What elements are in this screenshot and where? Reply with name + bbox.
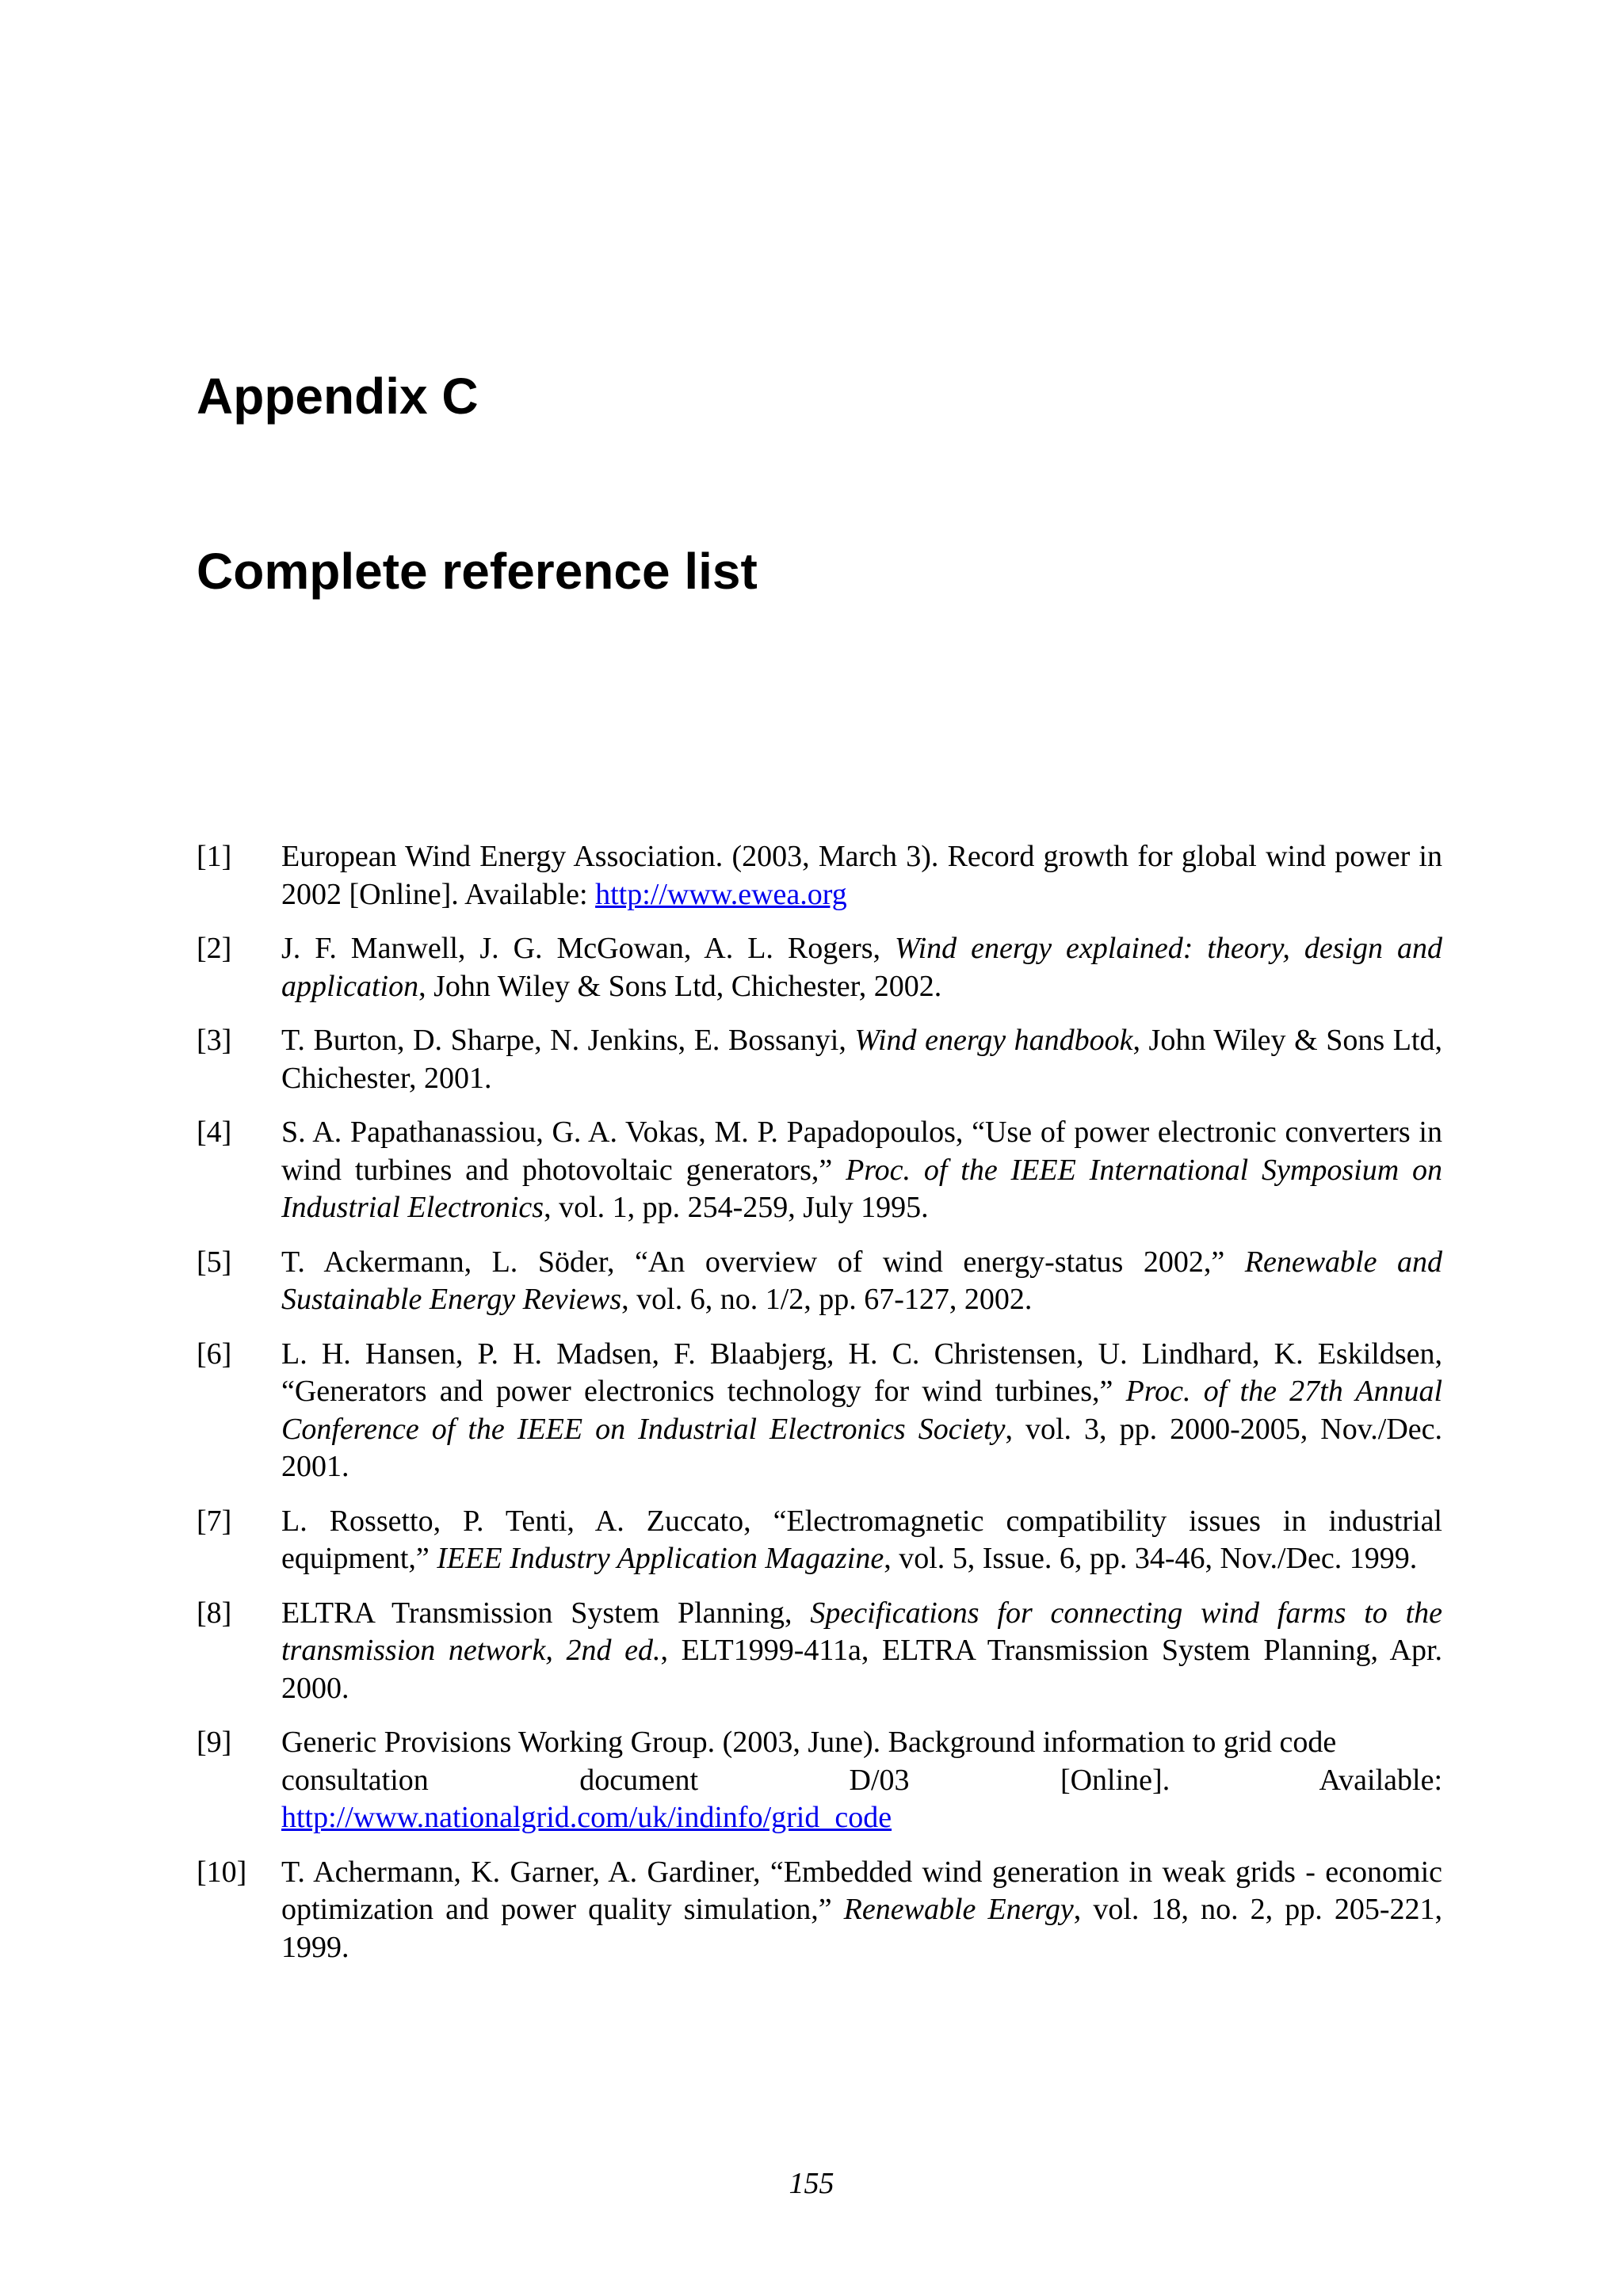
reference-source-title: Renewable and Sustainable Energy Reviews bbox=[281, 1245, 1442, 1316]
reference-text-segment: , vol. 1, pp. 254-259, July 1995. bbox=[544, 1191, 929, 1224]
reference-text-segment: , vol. 3, pp. 2000-2005, Nov./Dec. 2001. bbox=[281, 1412, 1442, 1483]
reference-text-segment: T. Burton, D. Sharpe, N. Jenkins, E. Bossanyi, bbox=[281, 1024, 855, 1057]
reference-text-segment: T. Ackermann, L. Söder, “An overview of wind energy-status 2002,” bbox=[281, 1245, 1245, 1279]
reference-source-title: Specifications for connecting wind farms to the transmission network, 2nd ed. bbox=[281, 1596, 1442, 1667]
reference-text-segment: , John Wiley & Sons Ltd, Chichester, 2001. bbox=[281, 1024, 1442, 1095]
reference-text-segment: L. H. Hansen, P. H. Madsen, F. Blaabjerg, H. C. Christensen, U. Lindhard, K. Eskildsen, “Generators and power electronics technology for wind turbines,” bbox=[281, 1337, 1442, 1408]
reference-list bbox=[197, 838, 1442, 1983]
reference-source-title: Proc. of the 27th Annual Conference of the IEEE on Industrial Electronics Society bbox=[281, 1375, 1443, 1446]
reference-text bbox=[281, 1724, 1442, 1837]
reference-text bbox=[281, 930, 1442, 1005]
reference-number: [6] bbox=[197, 1337, 232, 1371]
reference-number: [2] bbox=[197, 932, 232, 965]
reference-number: [9] bbox=[197, 1726, 232, 1759]
reference-number: [4] bbox=[197, 1116, 232, 1149]
reference-item bbox=[197, 1503, 1442, 1578]
reference-text bbox=[281, 1336, 1442, 1486]
reference-text-segment: ELTRA Transmission System Planning, bbox=[281, 1596, 811, 1630]
reference-source-title: Renewable Energy bbox=[843, 1893, 1074, 1926]
reference-text bbox=[281, 1244, 1442, 1319]
reference-item bbox=[197, 1114, 1442, 1227]
reference-text-segment: L. Rossetto, P. Tenti, A. Zuccato, “Electromagnetic compatibility issues in industrial equipment,” bbox=[281, 1504, 1442, 1575]
reference-item bbox=[197, 930, 1442, 1005]
reference-source-title: Wind energy explained: theory, design and application bbox=[281, 932, 1443, 1003]
reference-item bbox=[197, 1854, 1442, 1967]
reference-text bbox=[281, 1854, 1442, 1967]
reference-number: [5] bbox=[197, 1245, 232, 1279]
reference-text-segment: , vol. 6, no. 1/2, pp. 67-127, 2002. bbox=[621, 1283, 1033, 1316]
reference-text-segment: J. F. Manwell, J. G. McGowan, A. L. Rogers, bbox=[281, 932, 896, 965]
reference-number: [1] bbox=[197, 840, 232, 873]
reference-text bbox=[281, 1595, 1442, 1708]
reference-text-segment: Generic Provisions Working Group. (2003, June). Background information to grid code bbox=[281, 1726, 1337, 1759]
reference-text bbox=[281, 1022, 1442, 1097]
reference-text-segment: T. Achermann, K. Garner, A. Gardiner, “Embedded wind generation in weak grids - economic optimization and power quality simulation,” bbox=[281, 1855, 1442, 1926]
reference-text bbox=[281, 1503, 1442, 1578]
reference-number: [3] bbox=[197, 1024, 232, 1057]
page-number: 155 bbox=[789, 2167, 834, 2200]
reference-text bbox=[281, 838, 1442, 913]
reference-number: [10] bbox=[197, 1855, 247, 1889]
appendix-heading: Appendix C bbox=[197, 368, 479, 425]
reference-url-link[interactable]: http://www.nationalgrid.com/uk/indinfo/grid_code bbox=[281, 1801, 892, 1834]
reference-text bbox=[281, 1114, 1442, 1227]
reference-item bbox=[197, 1724, 1442, 1837]
reference-list-title: Complete reference list bbox=[197, 543, 758, 600]
reference-url-link[interactable]: http://www.ewea.org bbox=[595, 877, 847, 911]
reference-text-segment: , John Wiley & Sons Ltd, Chichester, 2002. bbox=[418, 969, 942, 1003]
reference-source-title: IEEE Industry Application Magazine bbox=[437, 1542, 884, 1575]
reference-text-segment: European Wind Energy Association. (2003, March 3). Record growth for global wind power in 2002 [Online]. Available: bbox=[281, 840, 1442, 911]
reference-item bbox=[197, 1336, 1442, 1486]
reference-text-segment: S. A. Papathanassiou, G. A. Vokas, M. P. Papadopoulos, “Use of power electronic converters in wind turbines and photovoltaic generators,” bbox=[281, 1116, 1442, 1187]
reference-text-line: consultation document D/03 [Online]. Available: bbox=[281, 1763, 1442, 1797]
reference-number: [8] bbox=[197, 1596, 232, 1630]
reference-source-title: Wind energy handbook bbox=[854, 1024, 1133, 1057]
reference-item bbox=[197, 1022, 1442, 1097]
reference-text-segment: , ELT1999-411a, ELTRA Transmission System Planning, Apr. 2000. bbox=[281, 1634, 1442, 1705]
reference-item bbox=[197, 1595, 1442, 1708]
reference-text-segment: , vol. 18, no. 2, pp. 205-221, 1999. bbox=[281, 1893, 1442, 1964]
reference-text-segment: , vol. 5, Issue. 6, pp. 34-46, Nov./Dec. 1999. bbox=[884, 1542, 1418, 1575]
reference-source-title: Proc. of the IEEE International Symposium on Industrial Electronics bbox=[281, 1153, 1442, 1224]
reference-number: [7] bbox=[197, 1504, 232, 1538]
reference-item bbox=[197, 838, 1442, 913]
reference-item bbox=[197, 1244, 1442, 1319]
